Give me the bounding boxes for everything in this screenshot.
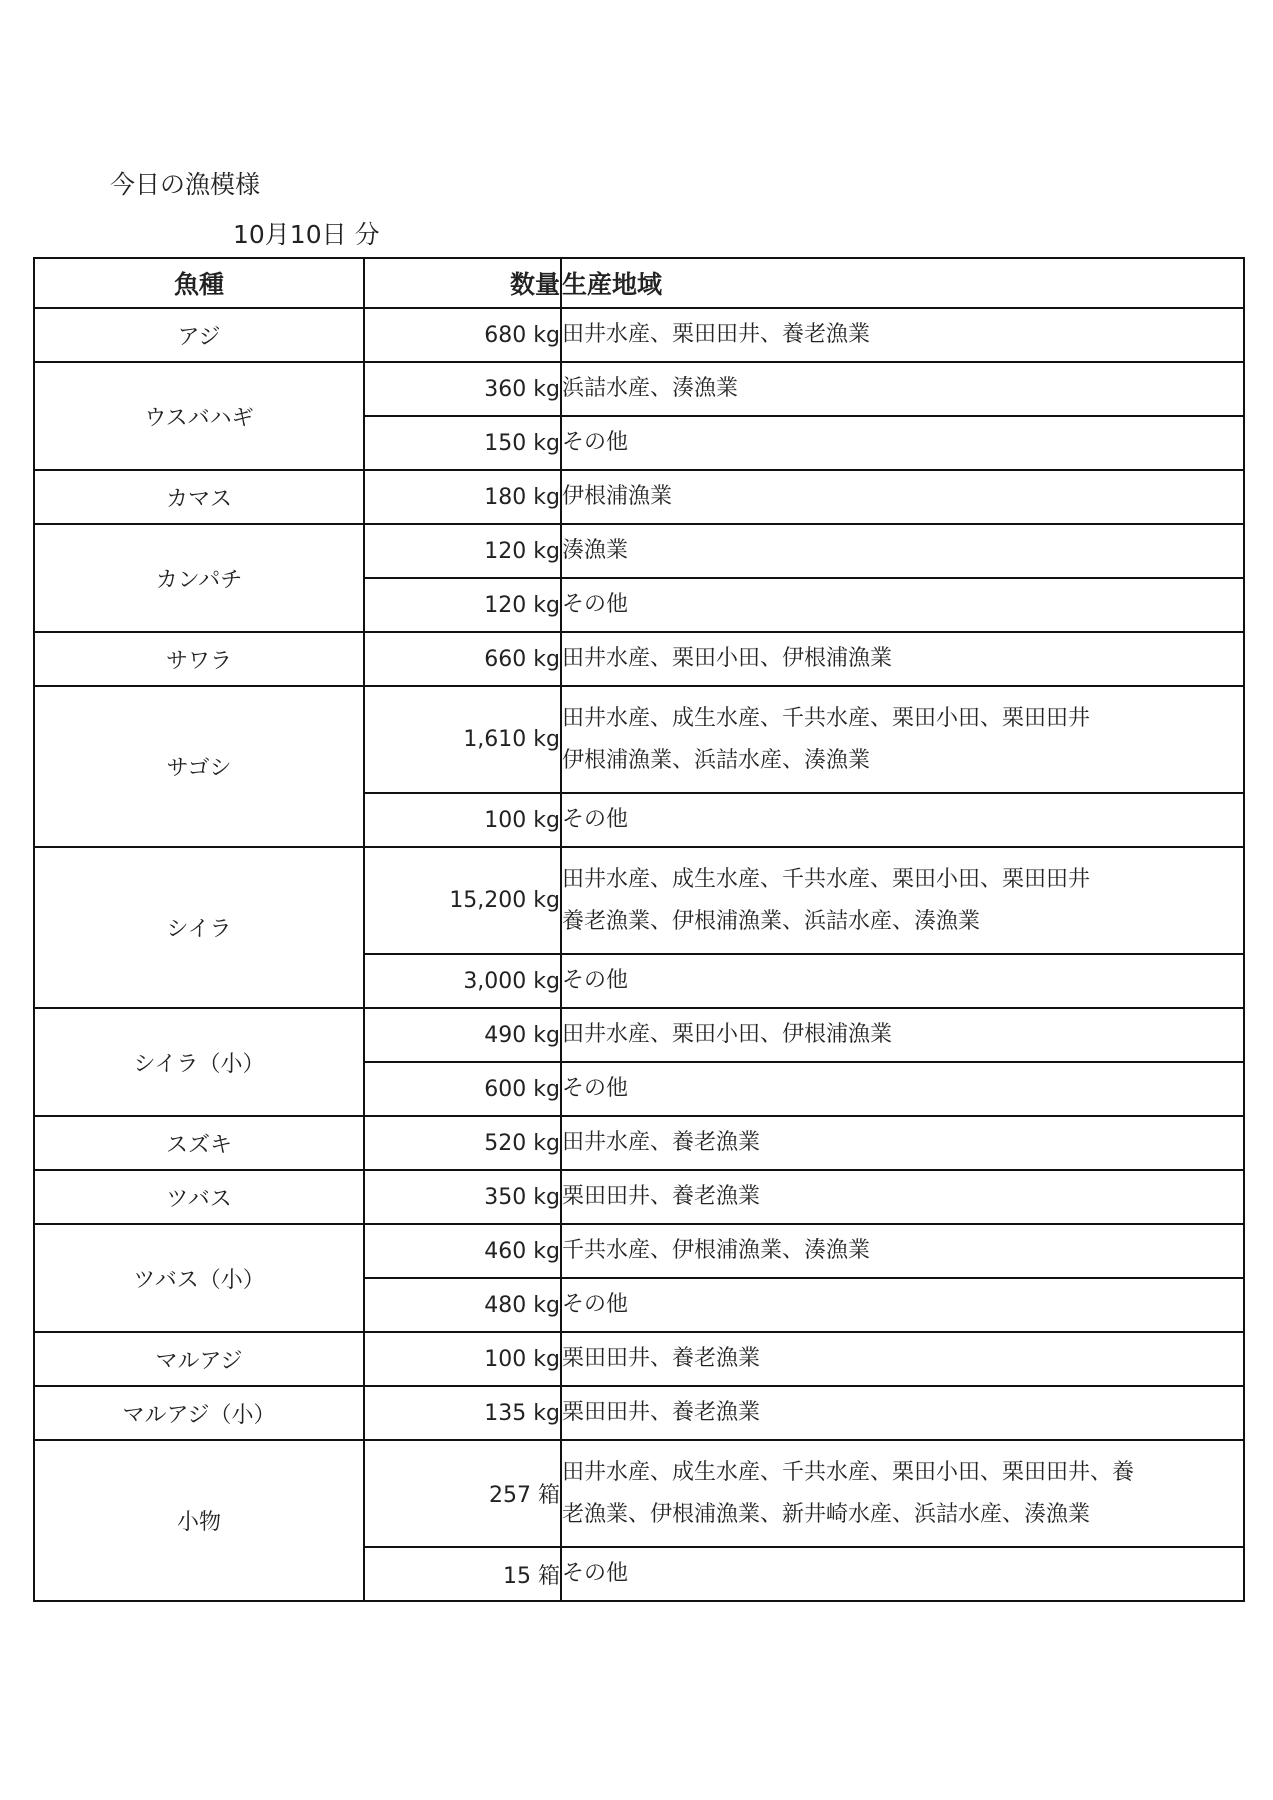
fish-name-cell: ウスバハギ — [34, 362, 364, 470]
quantity-cell: 135 kg — [364, 1386, 561, 1440]
area-cell — [561, 1170, 1244, 1224]
area-line: 老漁業、伊根浦漁業、新井崎水産、浜詰水産、湊漁業 — [562, 1501, 1091, 1527]
quantity-cell: 680 kg — [364, 308, 561, 362]
table-row — [34, 1332, 1244, 1386]
column-header-quantity: 数量 — [364, 258, 561, 308]
table-row — [34, 1116, 1244, 1170]
area-cell — [561, 362, 1244, 416]
table-row — [34, 632, 1244, 686]
fish-name-cell: スズキ — [34, 1116, 364, 1170]
area-cell — [561, 470, 1244, 524]
quantity-cell: 490 kg — [364, 1008, 561, 1062]
area-cell — [561, 686, 1244, 793]
quantity-cell: 660 kg — [364, 632, 561, 686]
table-row — [34, 1224, 1244, 1278]
quantity-cell: 100 kg — [364, 793, 561, 847]
area-line: 田井水産、成生水産、千共水産、栗田小田、栗田田井 — [562, 705, 1091, 731]
area-line: その他 — [562, 430, 629, 455]
area-cell — [561, 954, 1244, 1008]
area-cell — [561, 1440, 1244, 1547]
fish-name-cell: シイラ（小） — [34, 1008, 364, 1116]
area-line: 田井水産、栗田小田、伊根浦漁業 — [562, 1022, 893, 1047]
fish-name-cell: カマス — [34, 470, 364, 524]
area-line: 田井水産、養老漁業 — [562, 1130, 761, 1155]
area-line: 浜詰水産、湊漁業 — [562, 376, 739, 401]
area-line: 栗田田井、養老漁業 — [562, 1184, 761, 1209]
quantity-cell: 3,000 kg — [364, 954, 561, 1008]
area-cell — [561, 308, 1244, 362]
area-cell — [561, 1278, 1244, 1332]
quantity-cell: 600 kg — [364, 1062, 561, 1116]
fish-name-cell: マルアジ（小） — [34, 1386, 364, 1440]
table-row — [34, 308, 1244, 362]
area-cell — [561, 793, 1244, 847]
area-line: その他 — [562, 1561, 629, 1586]
area-line: その他 — [562, 807, 629, 832]
quantity-cell: 180 kg — [364, 470, 561, 524]
quantity-cell: 350 kg — [364, 1170, 561, 1224]
quantity-cell: 120 kg — [364, 524, 561, 578]
quantity-cell: 1,610 kg — [364, 686, 561, 793]
column-header-area: 生産地域 — [561, 258, 1244, 308]
quantity-cell: 257 箱 — [364, 1440, 561, 1547]
column-header-fish: 魚種 — [34, 258, 364, 308]
fish-name-cell: シイラ — [34, 847, 364, 1008]
table-row — [34, 686, 1244, 793]
area-line: 養老漁業、伊根浦漁業、浜詰水産、湊漁業 — [562, 908, 981, 934]
quantity-cell: 120 kg — [364, 578, 561, 632]
table-row — [34, 1170, 1244, 1224]
fish-name-cell: ツバス（小） — [34, 1224, 364, 1332]
table-row — [34, 1440, 1244, 1547]
quantity-cell: 100 kg — [364, 1332, 561, 1386]
area-line: 伊根浦漁業 — [562, 484, 673, 509]
table-row — [34, 470, 1244, 524]
fish-name-cell: アジ — [34, 308, 364, 362]
area-cell — [561, 1547, 1244, 1601]
fish-name-cell: カンパチ — [34, 524, 364, 632]
table-row — [34, 1008, 1244, 1062]
table-row — [34, 524, 1244, 578]
area-line: 栗田田井、養老漁業 — [562, 1346, 761, 1371]
area-line: 伊根浦漁業、浜詰水産、湊漁業 — [562, 747, 871, 773]
area-cell — [561, 1008, 1244, 1062]
quantity-cell: 520 kg — [364, 1116, 561, 1170]
table-row — [34, 847, 1244, 954]
fish-name-cell: サワラ — [34, 632, 364, 686]
quantity-cell: 150 kg — [364, 416, 561, 470]
area-line: その他 — [562, 592, 629, 617]
fish-name-cell: 小物 — [34, 1440, 364, 1601]
area-line: その他 — [562, 1292, 629, 1317]
area-cell — [561, 632, 1244, 686]
quantity-cell: 360 kg — [364, 362, 561, 416]
area-cell — [561, 1116, 1244, 1170]
area-line: 田井水産、成生水産、千共水産、栗田小田、栗田田井 — [562, 866, 1091, 892]
area-cell — [561, 1062, 1244, 1116]
report-date: 10月10日 分 — [233, 220, 380, 249]
table-body — [34, 308, 1244, 1601]
area-cell — [561, 1386, 1244, 1440]
area-line: その他 — [562, 1076, 629, 1101]
area-cell — [561, 416, 1244, 470]
area-cell — [561, 578, 1244, 632]
area-cell — [561, 1332, 1244, 1386]
table-header-row — [34, 258, 1244, 308]
area-line: 湊漁業 — [562, 538, 629, 563]
area-cell — [561, 847, 1244, 954]
area-line: 栗田田井、養老漁業 — [562, 1400, 761, 1425]
quantity-cell: 15 箱 — [364, 1547, 561, 1601]
catch-table — [33, 257, 1245, 1602]
area-line: 田井水産、成生水産、千共水産、栗田小田、栗田田井、養 — [562, 1459, 1135, 1485]
quantity-cell: 460 kg — [364, 1224, 561, 1278]
table-row — [34, 362, 1244, 416]
area-line: 田井水産、栗田小田、伊根浦漁業 — [562, 646, 893, 671]
area-cell — [561, 1224, 1244, 1278]
area-line: その他 — [562, 968, 629, 993]
quantity-cell: 15,200 kg — [364, 847, 561, 954]
fish-name-cell: サゴシ — [34, 686, 364, 847]
area-line: 千共水産、伊根浦漁業、湊漁業 — [562, 1238, 871, 1263]
area-line: 田井水産、栗田田井、養老漁業 — [562, 322, 871, 347]
area-cell — [561, 524, 1244, 578]
fish-name-cell: ツバス — [34, 1170, 364, 1224]
quantity-cell: 480 kg — [364, 1278, 561, 1332]
table-row — [34, 1386, 1244, 1440]
fish-name-cell: マルアジ — [34, 1332, 364, 1386]
page-title: 今日の漁模様 — [110, 170, 261, 199]
